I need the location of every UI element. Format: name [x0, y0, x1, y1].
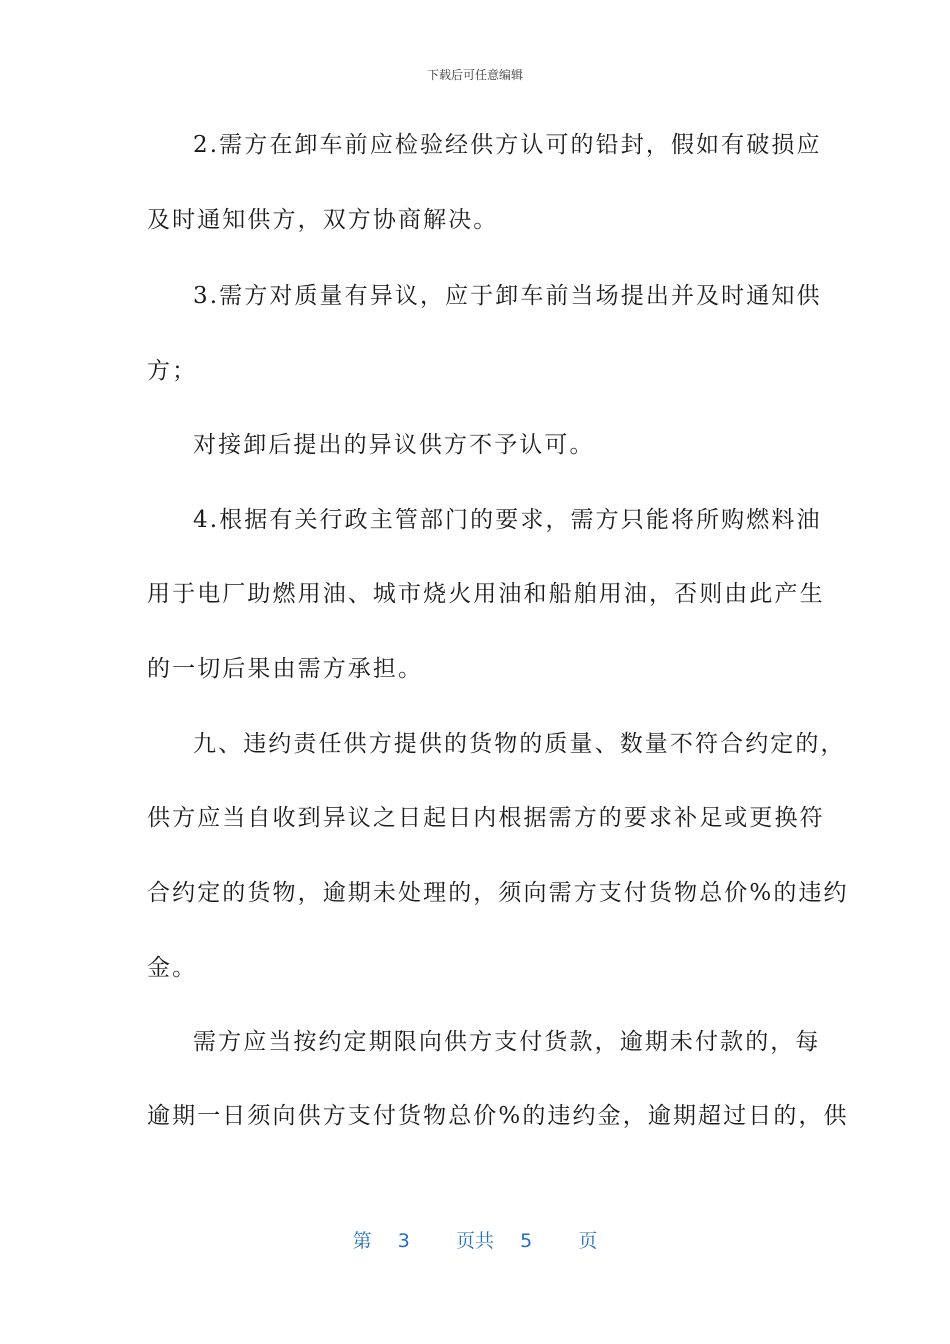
paragraph-line: 九、违约责任供方提供的货物的质量、数量不符合约定的，: [193, 731, 846, 757]
paragraph-line: 供方应当自收到异议之日起日内根据需方的要求补足或更换符: [147, 805, 825, 831]
paragraph-line: 合约定的货物，逾期未处理的，须向需方支付货物总价%的违约: [147, 880, 849, 906]
paragraph-line: 的一切后果由需方承担。: [147, 656, 424, 682]
paragraph-line: 金。: [147, 955, 198, 981]
page-header: 下载后可任意编辑: [426, 68, 523, 82]
paragraph-line: 方；: [147, 358, 198, 384]
page-suffix: 页: [578, 1230, 598, 1252]
paragraph-line: 及时通知供方，双方协商解决。: [147, 207, 499, 233]
paragraph-line: 对接卸后提出的异议供方不予认可。: [193, 432, 595, 458]
current-page-number: 3: [397, 1230, 410, 1252]
paragraph-line: 2.需方在卸车前应检验经供方认可的铅封，假如有破损应: [193, 132, 822, 158]
page-footer: [0, 1226, 950, 1253]
paragraph-line: 用于电厂助燃用油、城市烧火用油和船舶用油，否则由此产生: [147, 581, 825, 607]
paragraph-line: 逾期一日须向供方支付货物总价%的违约金，逾期超过日的，供: [147, 1103, 849, 1129]
total-label: 页共: [455, 1230, 494, 1252]
total-pages-number: 5: [520, 1230, 533, 1252]
paragraph-line: 4.根据有关行政主管部门的要求，需方只能将所购燃料油: [193, 507, 822, 533]
paragraph-line: 需方应当按约定期限向供方支付货款，逾期未付款的，每: [193, 1029, 821, 1055]
paragraph-line: 3.需方对质量有异议，应于卸车前当场提出并及时通知供: [193, 283, 822, 309]
page-label: 第: [352, 1230, 372, 1252]
